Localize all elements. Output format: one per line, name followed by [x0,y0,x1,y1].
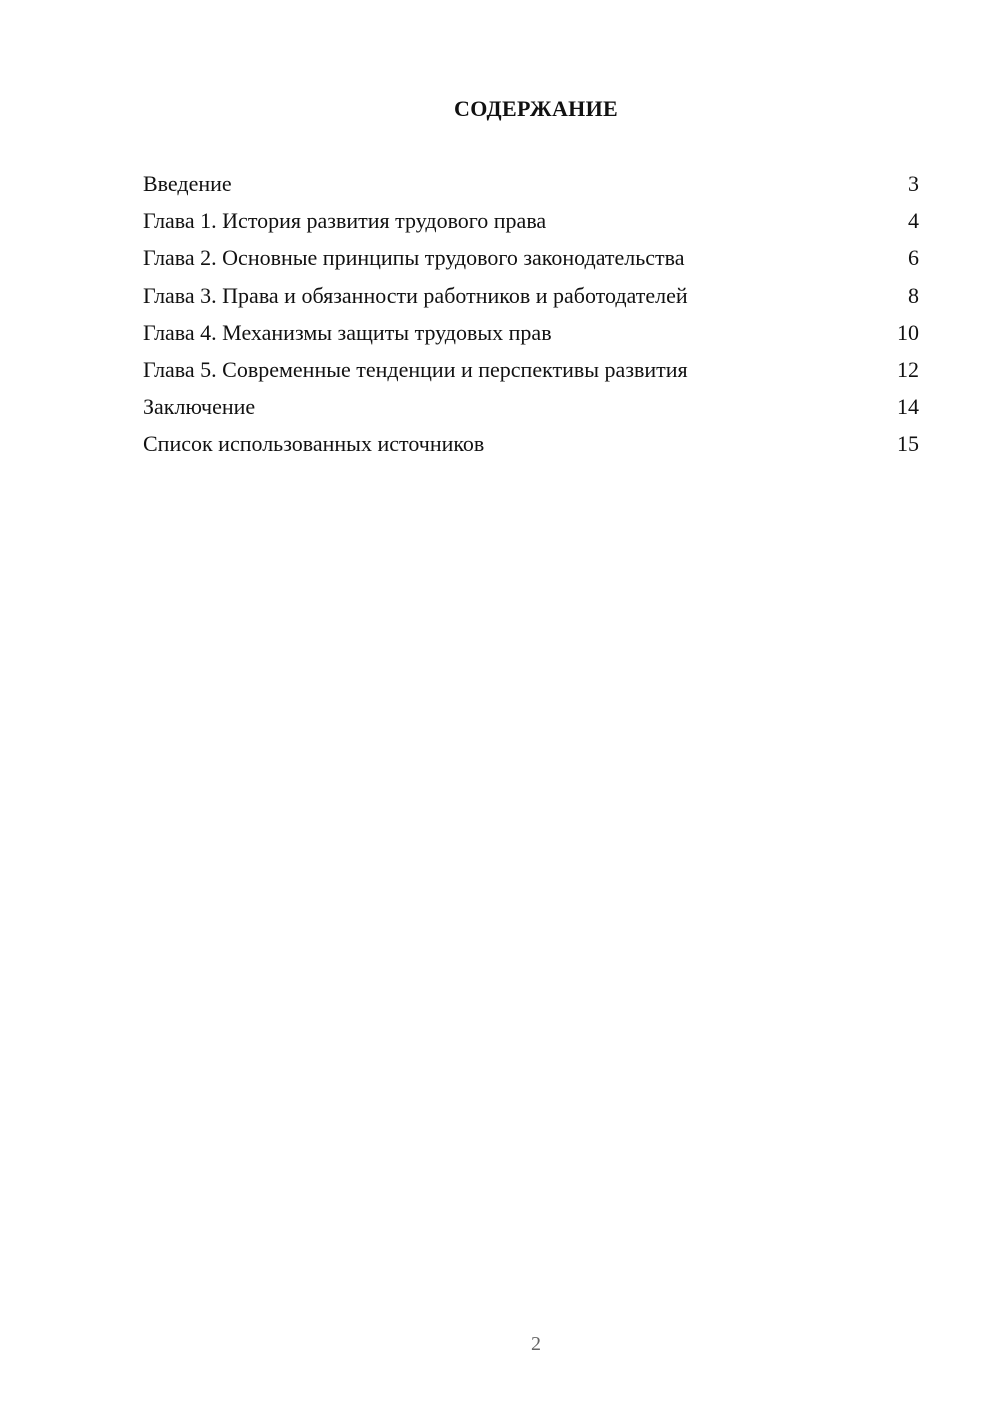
toc-entry [143,429,919,466]
toc-entry-title: Введение [143,171,232,196]
toc-entry-page: 6 [908,245,919,271]
toc-entry-title: Заключение [143,394,256,420]
toc-heading: СОДЕРЖАНИЕ [454,96,618,121]
toc-entry [143,169,919,206]
toc-entry-page: 15 [897,431,919,457]
toc-list [143,169,919,467]
toc-entry-page: 4 [908,208,919,234]
toc-entry [143,243,919,280]
toc-entry-title: Глава 4. Механизмы защиты трудовых прав [143,319,552,345]
toc-entry-page: 8 [908,282,919,308]
toc-entry [143,392,919,429]
toc-entry-title: Глава 3. Права и обязанности работников и работодателей [143,282,688,308]
toc-entry [143,355,919,392]
toc-entry-title: Список использованных источников [143,431,485,457]
toc-entry-page: 14 [897,394,919,420]
toc-entry [143,281,919,318]
toc-entry-page: 12 [897,356,919,382]
toc-entry-title: Глава 1. История развития трудового права [143,208,547,234]
toc-entry-page: 10 [897,319,919,345]
page-number: 2 [531,1333,541,1355]
toc-entry-title: Глава 2. Основные принципы трудового законодательства [143,245,685,271]
toc-entry-page: 3 [908,171,919,196]
toc-entry [143,206,919,243]
toc-entry-title: Глава 5. Современные тенденции и перспективы развития [143,356,688,382]
toc-entry [143,318,919,355]
